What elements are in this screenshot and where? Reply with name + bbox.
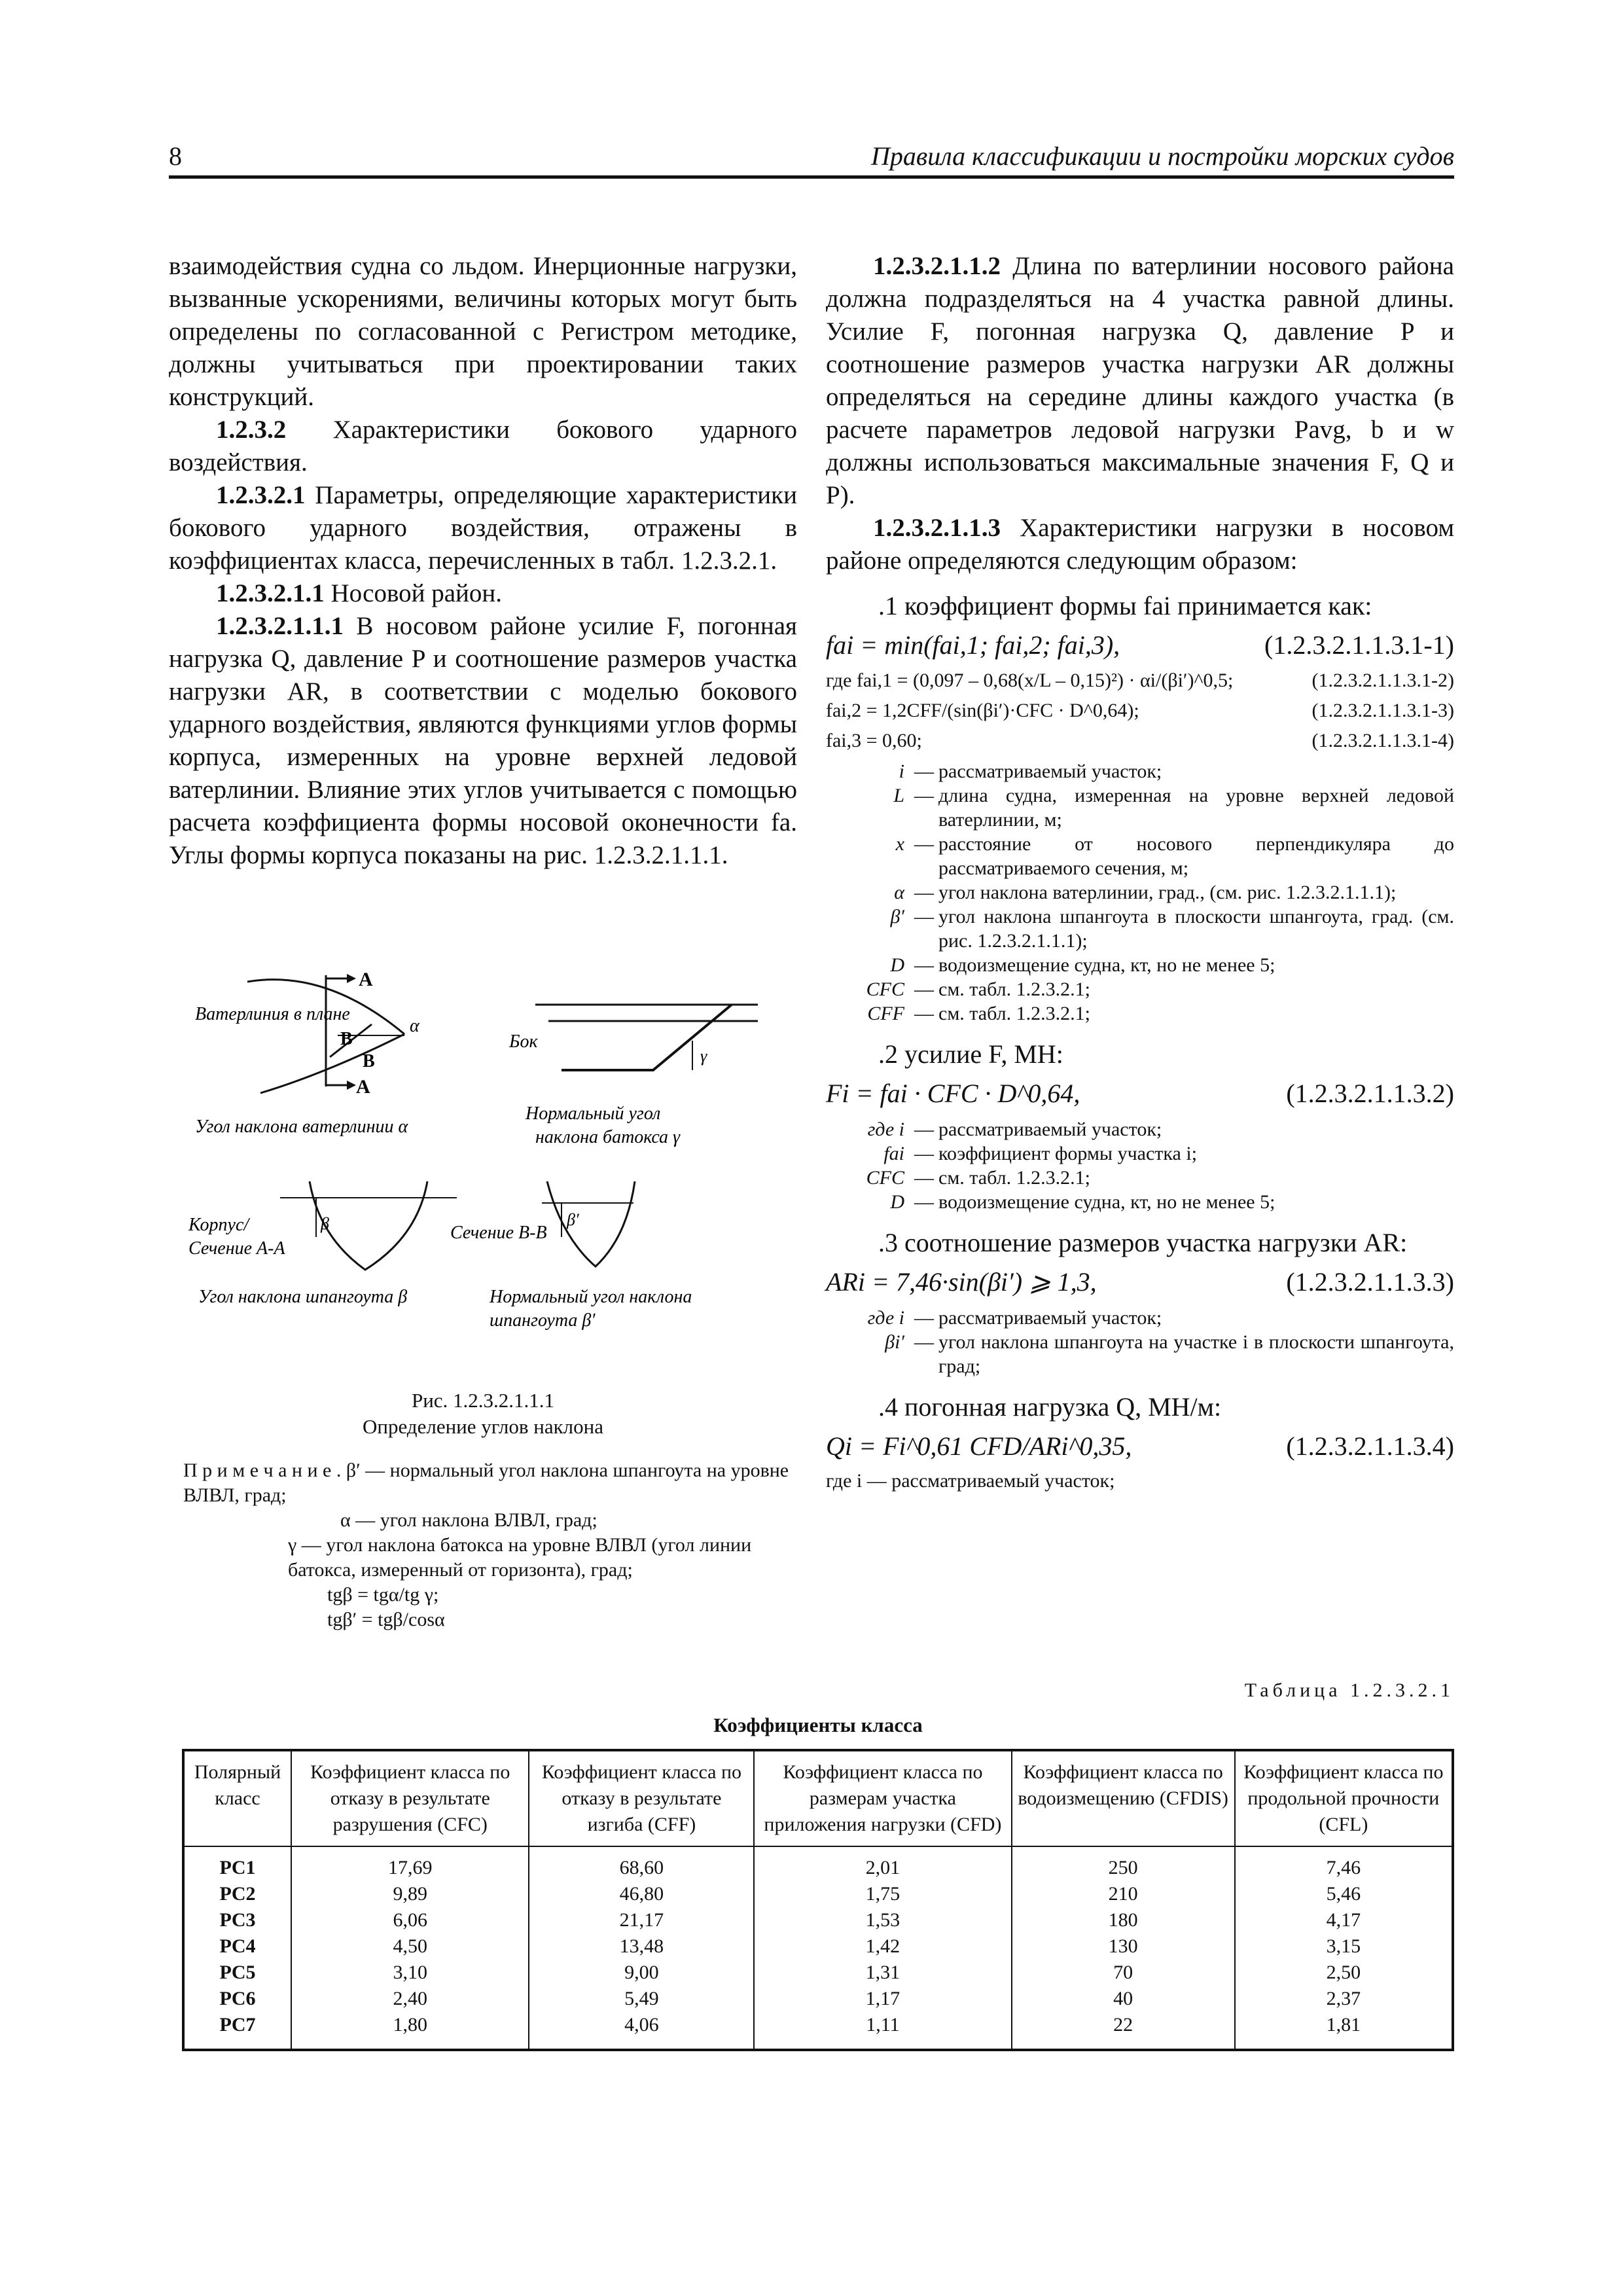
equation-body: ARi = 7,46·sin(βi′) ⩾ 1,3, [826, 1267, 1097, 1297]
section-1-2-3-2-1-1-1 [169, 610, 797, 872]
section-number: 1.2.3.2.1.1.2 [873, 252, 1001, 280]
table-cell: PC5 [183, 1960, 291, 1986]
definition-symbol: x [895, 833, 904, 855]
item-3-heading: .3 соотношение размеров участка нагрузки AR: [878, 1228, 1408, 1257]
definition-symbol: где i [867, 1307, 904, 1329]
section-1-2-3-2-1 [169, 479, 797, 577]
definition-text: водоизмещение судна, кт, но не менее 5; [938, 954, 1275, 976]
definition-item: CFF — см. табл. 1.2.3.2.1; [852, 1001, 1454, 1026]
frame-normal-angle-label-2: шпангоута β′ [490, 1310, 596, 1331]
definition-item: где i — рассматриваемый участок; [826, 1306, 1454, 1330]
figure-label-b-1: B [340, 1029, 353, 1049]
definition-text: угол наклона ватерлинии, град., (см. рис. 1.2.3.2.1.1.1); [938, 882, 1397, 903]
definition-text: длина судна, измеренная на уровне верхней ледовой ватерлинии, м; [938, 785, 1454, 831]
definition-item: βi′ — угол наклона шпангоута на участке i в плоскости шпангоута, град; [826, 1330, 1454, 1378]
table-row [183, 1846, 1453, 1881]
table-cell: 1,53 [754, 1907, 1011, 1933]
section-bb-hull [547, 1181, 635, 1266]
table-cell: 1,11 [754, 2012, 1011, 2050]
table-cell: 17,69 [291, 1846, 529, 1881]
item-4-heading: .4 погонная нагрузка Q, МН/м: [878, 1392, 1222, 1422]
definition-text: рассматриваемый участок; [938, 1119, 1162, 1140]
definition-text: рассматриваемый участок; [938, 761, 1162, 782]
definition-text: см. табл. 1.2.3.2.1; [938, 1167, 1090, 1189]
equation-body: Fi = fai · CFC · D^0,64, [826, 1079, 1080, 1108]
definition-item: CFC — см. табл. 1.2.3.2.1; [852, 977, 1454, 1001]
section-number: 1.2.3.2.1 [216, 481, 306, 509]
section-number: 1.2.3.2.1.1 [216, 579, 325, 607]
definitions-3 [826, 1306, 1454, 1378]
definition-symbol: CFC [866, 978, 904, 1000]
section-number: 1.2.3.2 [216, 416, 287, 444]
definition-symbol: D [890, 954, 904, 976]
equation-body: fai = min(fai,1; fai,2; fai,3), [826, 630, 1120, 660]
class-coefficients-table [182, 1749, 1454, 2051]
table-cell: 9,00 [529, 1960, 754, 1986]
hull-section-label-1: Корпус/ [188, 1215, 249, 1235]
table-cell: PC1 [183, 1846, 291, 1881]
frame-normal-angle-label-1: Нормальный угол наклона [490, 1287, 692, 1307]
note-line-4: tgβ = tgα/tg γ; [327, 1584, 439, 1605]
table-header-cell: Коэффициент класса по размерам участка приложения нагрузки (CFD) [754, 1750, 1011, 1846]
definition-item: α — угол наклона ватерлинии, град., (см. рис. 1.2.3.2.1.1.1); [852, 880, 1454, 905]
section-text: Длина по ватерлинии носового района должна подразделяться на 4 участка равной длины. Усилие F, погонная нагрузка Q, давление P и соотношение размеров участка нагрузки AR должны определяться на середине длины каждого участка (в расчете параметров ледовой нагрузки Pavg, b и w должны использоваться максимальные значения F, Q и P). [826, 252, 1454, 509]
equation-number: (1.2.3.2.1.1.3.3) [1286, 1267, 1454, 1297]
definition-item: i — рассматриваемый участок; [852, 759, 1454, 783]
table-row [183, 1907, 1453, 1933]
table-cell: 46,80 [529, 1881, 754, 1907]
table-title: Коэффициенты класса [713, 1713, 923, 1736]
figure-caption-text: Определение углов наклона [362, 1415, 603, 1438]
table-cell: 180 [1012, 1907, 1235, 1933]
note-line-2: α — угол наклона ВЛВЛ, град; [340, 1509, 597, 1531]
note-label: П р и м е ч а н и е . [183, 1460, 342, 1481]
running-title: Правила классификации и постройки морских судов [870, 141, 1454, 171]
definition-text: коэффициент формы участка i; [938, 1143, 1198, 1164]
figure-note [183, 1458, 798, 1632]
figure-label-gamma: γ [700, 1047, 707, 1066]
table-cell: 210 [1012, 1881, 1235, 1907]
equation-4 [826, 728, 1454, 754]
equation-body: где fai,1 = (0,097 – 0,68(x/L – 0,15)²) · αi/(βi′)^0,5; [826, 670, 1234, 691]
item-2-heading: .2 усилие F, МН: [878, 1039, 1063, 1069]
table-cell: 7,46 [1235, 1846, 1453, 1881]
table-header-cell: Коэффициент класса по отказу в результате изгиба (CFF) [529, 1750, 754, 1846]
figure-label-a-top: A [359, 969, 373, 990]
right-column [826, 250, 1454, 1505]
equation-3 [826, 698, 1454, 724]
definition-item: D — водоизмещение судна, кт, но не менее 5; [852, 953, 1454, 977]
table-header-cell: Коэффициент класса по продольной прочности (CFL) [1235, 1750, 1453, 1846]
section-text: Параметры, определяющие характеристики бокового ударного воздействия, отражены в коэффициентах класса, перечисленных в табл. 1.2.3.2.1. [169, 481, 797, 575]
definition-symbol: CFC [866, 1167, 904, 1189]
table-row [183, 1960, 1453, 1986]
section-1-2-3-2-1-1 [169, 577, 797, 610]
section-number: 1.2.3.2.1.1.1 [216, 612, 344, 640]
equation-2 [826, 668, 1454, 694]
definition-symbol: i [899, 761, 904, 782]
table-row [183, 1933, 1453, 1960]
equation-body: Qi = Fi^0,61 CFD/ARi^0,35, [826, 1431, 1132, 1461]
section-1-2-3-2 [169, 414, 797, 479]
definition-text: см. табл. 1.2.3.2.1; [938, 1003, 1090, 1024]
arrow-a-bottom-head [347, 1081, 356, 1090]
table-header-cell: Коэффициент класса по водоизмещению (CFDIS) [1012, 1750, 1235, 1846]
table-row [183, 1881, 1453, 1907]
table-header-cell: Коэффициент класса по отказу в результате разрушения (CFC) [291, 1750, 529, 1846]
equation-number: (1.2.3.2.1.1.3.1-2) [1311, 670, 1454, 691]
page-number: 8 [169, 141, 182, 171]
definition-symbol: где i [867, 1119, 904, 1140]
table-cell: 5,46 [1235, 1881, 1453, 1907]
table-cell: 130 [1012, 1933, 1235, 1960]
table-cell: 22 [1012, 2012, 1235, 2050]
figure-label-a-bottom: A [356, 1076, 370, 1098]
definition-symbol: L [893, 785, 904, 806]
definition-symbol: β′ [890, 906, 904, 927]
waterline-plan-label [195, 1004, 350, 1024]
table-cell: 1,81 [1235, 2012, 1453, 2050]
table-cell: 3,10 [291, 1960, 529, 1986]
table-label: Таблица 1.2.3.2.1 [1244, 1679, 1454, 1701]
equation-5 [826, 1075, 1454, 1112]
arrow-a-top-head [347, 974, 356, 983]
hull-angles-figure [169, 956, 797, 1348]
section-number: 1.2.3.2.1.1.3 [873, 514, 1001, 542]
definition-item: fai — коэффициент формы участка i; [826, 1141, 1454, 1166]
note-text: β′ — нормальный угол наклона шпангоута на уровне ВЛВЛ, град; [183, 1460, 789, 1506]
table-cell: 9,89 [291, 1881, 529, 1907]
table-cell: 4,17 [1235, 1907, 1453, 1933]
table-cell: PC7 [183, 2012, 291, 2050]
definition-item: где i — рассматриваемый участок; [826, 1117, 1454, 1141]
table-cell: 2,50 [1235, 1960, 1453, 1986]
figure-label-beta-prime: β′ [567, 1210, 579, 1229]
table-cell: 21,17 [529, 1907, 754, 1933]
table-row [183, 2012, 1453, 2050]
frame-angle-label: Угол наклона шпангоута β [198, 1287, 408, 1307]
table-cell: 250 [1012, 1846, 1235, 1881]
section-1-2-3-2-1-1-2 [826, 250, 1454, 512]
equation-number: (1.2.3.2.1.1.3.4) [1286, 1431, 1454, 1461]
section-text: Характеристики бокового ударного воздействия. [169, 416, 797, 476]
table-cell: 1,17 [754, 1986, 1011, 2012]
note-line-5: tgβ′ = tgβ/cosα [327, 1609, 445, 1630]
equation-7 [826, 1428, 1454, 1465]
table-cell: 70 [1012, 1960, 1235, 1986]
note-line-3: γ — угол наклона батокса на уровне ВЛВЛ (угол линии батокса, измеренный от горизонта), град; [288, 1534, 752, 1581]
definition-text: рассматриваемый участок; [938, 1307, 1162, 1329]
table-cell: 3,15 [1235, 1933, 1453, 1960]
definitions-2 [826, 1117, 1454, 1214]
table-header-row [183, 1750, 1453, 1846]
table-cell: 1,75 [754, 1881, 1011, 1907]
definition-symbol: CFF [867, 1003, 904, 1024]
equation-number: (1.2.3.2.1.1.3.1-1) [1264, 630, 1454, 660]
definition-text: водоизмещение судна, кт, но не менее 5; [938, 1191, 1275, 1213]
equation-7-note: где i — рассматриваемый участок; [826, 1470, 1115, 1492]
definition-item: x — расстояние от носового перпендикуляра до рассматриваемого сечения, м; [852, 832, 1454, 880]
figure-label-b-2: B [363, 1051, 375, 1071]
definition-symbol: α [894, 882, 904, 903]
equation-1 [826, 627, 1454, 664]
table-cell: 2,01 [754, 1846, 1011, 1881]
section-text: Характеристики нагрузки в носовом районе определяются следующим образом: [826, 514, 1454, 575]
definition-symbol: D [890, 1191, 904, 1213]
section-1-2-3-2-1-1-3 [826, 512, 1454, 577]
equation-number: (1.2.3.2.1.1.3.2) [1286, 1079, 1454, 1108]
table-cell: PC3 [183, 1907, 291, 1933]
definition-text: угол наклона шпангоута на участке i в плоскости шпангоута, град; [938, 1331, 1454, 1377]
table-cell: PC2 [183, 1881, 291, 1907]
definition-text: угол наклона шпангоута в плоскости шпангоута, град. (см. рис. 1.2.3.2.1.1.1); [938, 906, 1454, 952]
definition-symbol: fai [883, 1143, 904, 1164]
buttock-angle-label-2: наклона батокса γ [535, 1127, 681, 1147]
definition-item: β′ — угол наклона шпангоута в плоскости шпангоута, град. (см. рис. 1.2.3.2.1.1.1); [852, 905, 1454, 953]
equation-6 [826, 1264, 1454, 1300]
definition-item: L — длина судна, измеренная на уровне верхней ледовой ватерлинии, м; [852, 783, 1454, 832]
side-label: Бок [509, 1031, 538, 1052]
table-cell: 1,31 [754, 1960, 1011, 1986]
figure-label-alpha: α [410, 1016, 419, 1036]
table-cell: 1,42 [754, 1933, 1011, 1960]
table-cell: 13,48 [529, 1933, 754, 1960]
figure-caption-number: Рис. 1.2.3.2.1.1.1 [411, 1389, 555, 1412]
section-text: В носовом районе усилие F, погонная нагрузка Q, давление P и соотношение размеров участка нагрузки AR, в соответствии с моделью бокового ударного воздействия, являются функциями углов формы корпуса, измеренных на уровне верхней ледовой ватерлинии. Влияние этих углов учитывается с помощью расчета коэффициента формы носовой оконечности fa. Углы формы корпуса показаны на рис. 1.2.3.2.1.1.1. [169, 612, 797, 869]
definition-text: см. табл. 1.2.3.2.1; [938, 978, 1090, 1000]
definition-symbol: βi′ [885, 1331, 904, 1353]
table-cell: PC4 [183, 1933, 291, 1960]
table-cell: PC6 [183, 1986, 291, 2012]
table-cell: 2,40 [291, 1986, 529, 2012]
waterline-angle-label: Угол наклона ватерлинии α [195, 1117, 408, 1137]
section-text: Носовой район. [324, 579, 503, 607]
figure-label-beta: β [321, 1214, 329, 1233]
table-cell: 4,06 [529, 2012, 754, 2050]
table-cell: 5,49 [529, 1986, 754, 2012]
table-cell: 4,50 [291, 1933, 529, 1960]
definition-item: CFC — см. табл. 1.2.3.2.1; [826, 1166, 1454, 1190]
equation-number: (1.2.3.2.1.1.3.1-4) [1311, 730, 1454, 751]
equation-body: fai,3 = 0,60; [826, 730, 922, 751]
table-cell: 40 [1012, 1986, 1235, 2012]
header-rule [169, 175, 1454, 179]
left-column [169, 250, 797, 872]
definitions-1 [826, 759, 1454, 1026]
note-line-1 [183, 1458, 798, 1508]
definition-text: расстояние от носового перпендикуляра до рассматриваемого сечения, м; [938, 833, 1454, 879]
buttock-angle-label-1: Нормальный угол [526, 1103, 661, 1124]
table-cell: 1,80 [291, 2012, 529, 2050]
equation-number: (1.2.3.2.1.1.3.1-3) [1311, 700, 1454, 721]
item-1-heading: .1 коэффициент формы fai принимается как: [878, 591, 1372, 620]
paragraph-continued: взаимодействия судна со льдом. Инерционные нагрузки, вызванные ускорениями, величины которых могут быть определены по согласованной с Регистром методике, должны учитываться при проектировании таких конструкций. [169, 252, 797, 411]
hull-section-label-2: Сечение А-А [188, 1238, 285, 1259]
table-cell: 2,37 [1235, 1986, 1453, 2012]
table-cell: 6,06 [291, 1907, 529, 1933]
table-header-cell: Полярный класс [183, 1750, 291, 1846]
equation-body: fai,2 = 1,2CFF/(sin(βi′)·CFC · D^0,64); [826, 700, 1139, 721]
section-bb-label: Сечение В-В [450, 1223, 547, 1243]
definition-item: D — водоизмещение судна, кт, но не менее 5; [826, 1190, 1454, 1214]
table-cell: 68,60 [529, 1846, 754, 1881]
waterline-plan-text: Ватерлиния в плане [195, 1004, 350, 1024]
table-row [183, 1986, 1453, 2012]
